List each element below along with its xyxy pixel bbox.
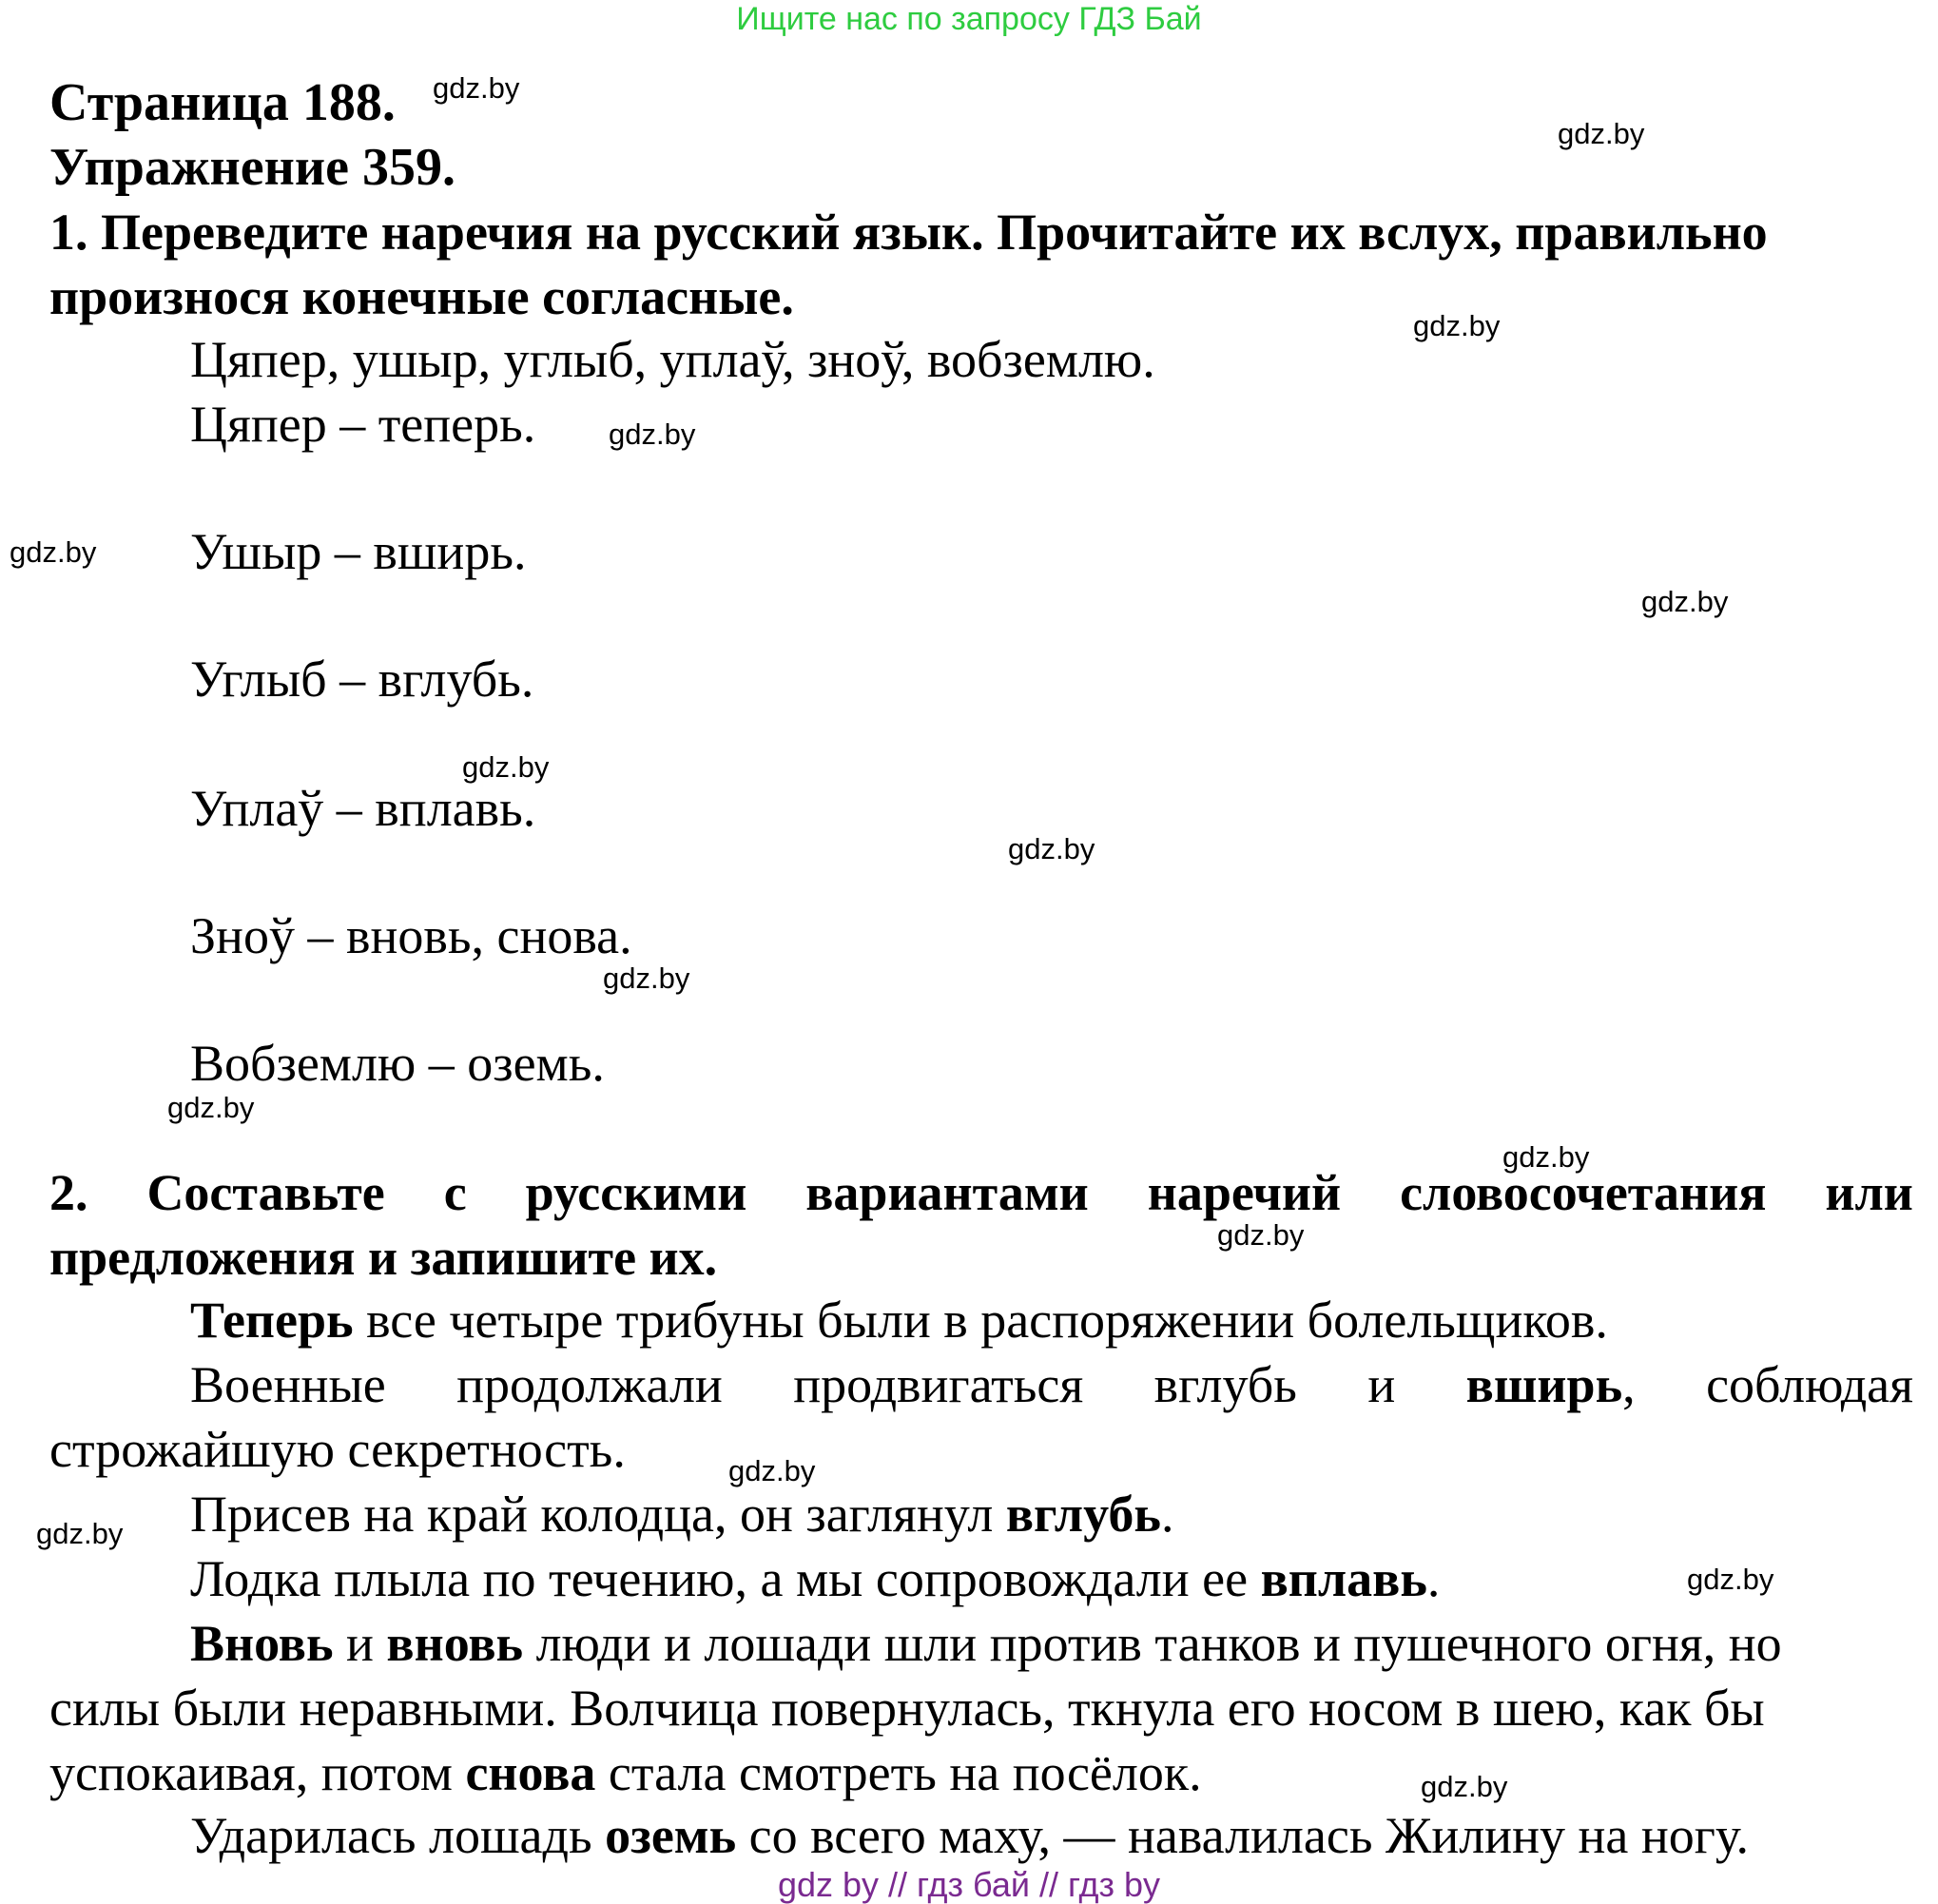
- page-title: Страница 188.: [49, 73, 396, 132]
- watermark: gdz.by: [10, 535, 97, 569]
- sentence-text: Ударилась лошадь: [190, 1807, 606, 1864]
- sentence-text: Лодка плыла по течению, а мы сопровождали ее: [190, 1550, 1261, 1607]
- watermark: gdz.by: [1502, 1140, 1590, 1174]
- sentence-word: и: [1367, 1356, 1396, 1413]
- watermark: gdz.by: [462, 750, 550, 784]
- watermark: gdz.by: [1641, 585, 1729, 618]
- task1-word-list: Цяпер, ушыр, углыб, уплаў, зноў, вобземлю.: [190, 331, 1155, 388]
- sentence-5-line3: [49, 1742, 1202, 1803]
- task2-word: Составьте: [146, 1164, 385, 1221]
- sentence-text: все четыре трибуны были в распоряжении болельщиков.: [353, 1292, 1608, 1349]
- sentence-text: люди и лошади шли против танков и пушечного огня, но: [523, 1615, 1782, 1672]
- footer-watermark: gdz by // гдз бай // гдз by: [777, 1865, 1161, 1904]
- adverb-highlight: вплавь: [1260, 1550, 1427, 1607]
- task2-word: словосочетания: [1400, 1164, 1767, 1221]
- adverb-highlight: снова: [465, 1744, 596, 1801]
- translation-pair: Уплаў – вплавь.: [190, 780, 536, 837]
- sentence-word: Военные: [190, 1356, 386, 1413]
- adverb-highlight: оземь: [605, 1807, 737, 1864]
- watermark: gdz.by: [36, 1517, 124, 1550]
- sentence-word: вглубь: [1153, 1356, 1297, 1413]
- watermark: gdz.by: [1558, 117, 1645, 150]
- sentence-text: со всего маху, — навалилась Жилину на ногу.: [736, 1807, 1749, 1864]
- translation-pair: Цяпер – теперь.: [190, 396, 536, 453]
- sentence-text: успокаивая, потом: [49, 1744, 466, 1801]
- sentence-punct: .: [1160, 1486, 1174, 1543]
- sentence-word-group: [1466, 1354, 1636, 1415]
- translation-pair: Вобземлю – оземь.: [190, 1035, 605, 1092]
- adverb-highlight: вновь: [386, 1615, 524, 1672]
- sentence-text: стала смотреть на посёлок.: [595, 1744, 1202, 1801]
- task2-instruction-line1: [49, 1162, 1913, 1223]
- watermark: gdz.by: [1217, 1218, 1305, 1252]
- task1-instruction-line1: 1. Переведите наречия на русский язык. Прочитайте их вслух, правильно: [49, 204, 1768, 261]
- watermark: gdz.by: [167, 1091, 255, 1124]
- adverb-highlight: вширь: [1465, 1356, 1623, 1413]
- sentence-punct: ,: [1622, 1356, 1636, 1413]
- sentence-2-line2: строжайшую секретность.: [49, 1421, 626, 1478]
- watermark: gdz.by: [1421, 1770, 1508, 1803]
- translation-pair: Зноў – вновь, снова.: [190, 907, 632, 964]
- sentence-3: [190, 1484, 1173, 1545]
- sentence-text: и: [333, 1615, 387, 1672]
- adverb-highlight: Вновь: [190, 1615, 334, 1672]
- task2-instruction-line2: предложения и запишите их.: [49, 1229, 718, 1286]
- exercise-title: Упражнение 359.: [49, 138, 456, 197]
- sentence-word: продолжали: [456, 1356, 723, 1413]
- task2-word: или: [1825, 1164, 1913, 1221]
- watermark: gdz.by: [609, 418, 696, 451]
- sentence-punct: .: [1426, 1550, 1441, 1607]
- watermark: gdz.by: [1008, 832, 1095, 865]
- task2-word: 2.: [49, 1164, 88, 1221]
- translation-pair: Ушыр – вширь.: [190, 523, 527, 580]
- watermark: gdz.by: [433, 71, 520, 105]
- task2-word: вариантами: [805, 1164, 1089, 1221]
- sentence-5-line1: [190, 1613, 1782, 1674]
- sentence-1: [190, 1290, 1608, 1350]
- sentence-2-line1: [190, 1354, 1913, 1415]
- sentence-word: соблюдая: [1706, 1356, 1913, 1413]
- watermark: gdz.by: [1687, 1563, 1774, 1596]
- sentence-4: [190, 1548, 1440, 1609]
- sentence-5-line2: силы были неравными. Волчица повернулась, ткнула его носом в шею, как бы: [49, 1680, 1765, 1737]
- translation-pair: Углыб – вглубь.: [190, 651, 534, 708]
- watermark: gdz.by: [728, 1454, 816, 1487]
- task2-word: наречий: [1147, 1164, 1342, 1221]
- sentence-6: [190, 1805, 1749, 1866]
- search-banner: Ищите нас по запросу ГДЗ Бай: [736, 1, 1202, 37]
- adverb-highlight: вглубь: [1005, 1486, 1161, 1543]
- watermark: gdz.by: [1413, 309, 1501, 342]
- watermark: gdz.by: [603, 962, 690, 995]
- adverb-highlight: Теперь: [190, 1292, 354, 1349]
- sentence-text: Присев на край колодца, он заглянул: [190, 1486, 1006, 1543]
- sentence-word: продвигаться: [793, 1356, 1084, 1413]
- task1-instruction-line2: произнося конечные согласные.: [49, 268, 794, 325]
- task2-word: русскими: [525, 1164, 747, 1221]
- task2-word: с: [443, 1164, 467, 1221]
